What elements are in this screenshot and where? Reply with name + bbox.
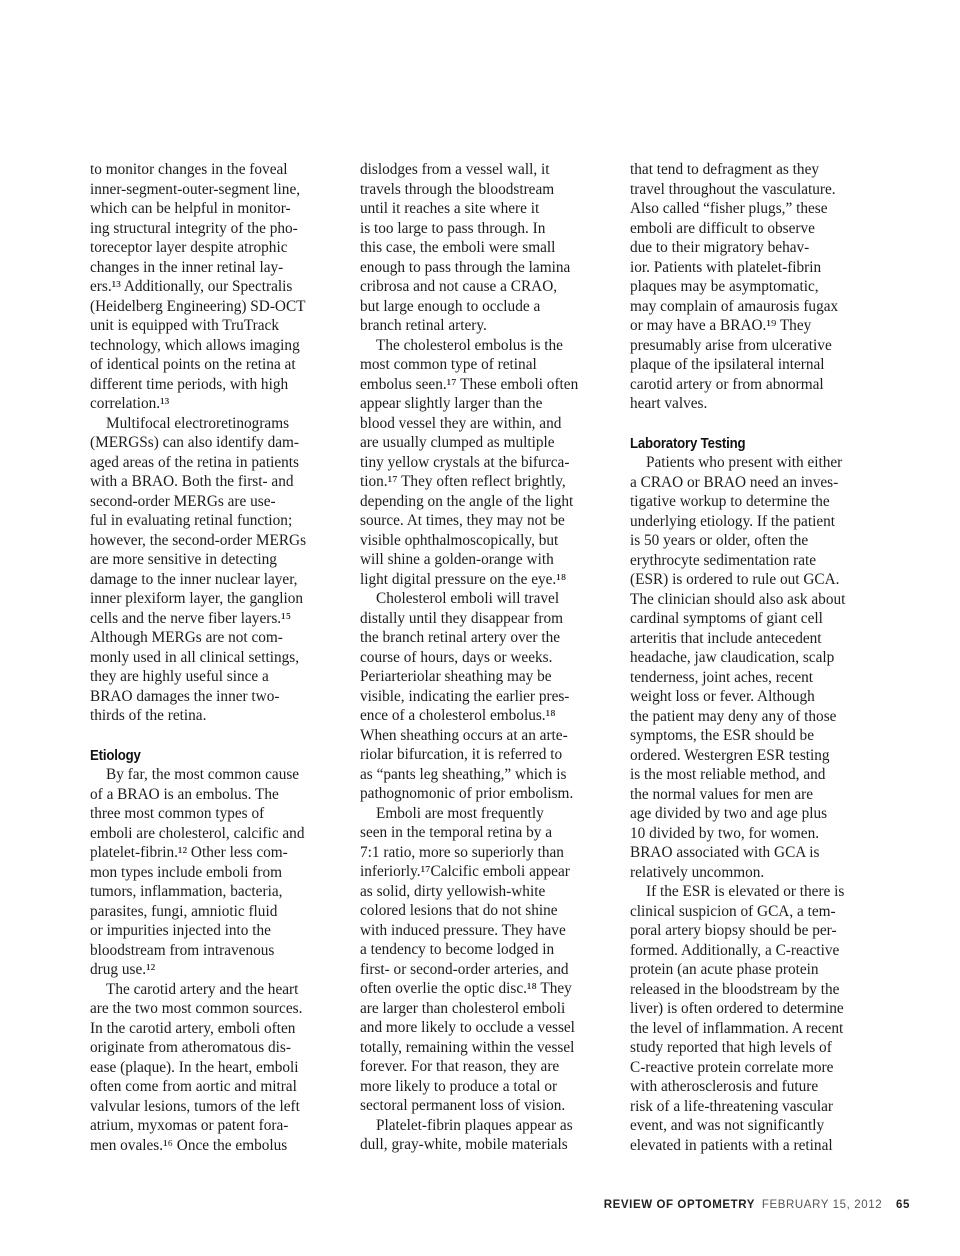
text-line: risk of a life-threatening vascular bbox=[630, 1097, 834, 1115]
text-line: Emboli are most frequently bbox=[376, 804, 544, 822]
text-line: light digital pressure on the eye.¹⁸ bbox=[360, 570, 567, 588]
text-line: with induced pressure. They have bbox=[360, 921, 566, 939]
text-line: weight loss or fever. Although bbox=[630, 688, 815, 705]
text-line: 10 divided by two, for women. bbox=[630, 824, 820, 842]
text-line: travel throughout the vasculature. bbox=[630, 180, 836, 198]
text-line: tiny yellow crystals at the bifurca- bbox=[360, 453, 570, 471]
text-line: Periarteriolar sheathing may be bbox=[360, 668, 552, 685]
text-line: blood vessel they are within, and bbox=[360, 414, 562, 432]
text-line: inner-segment-outer-segment line, bbox=[90, 180, 301, 198]
text-line: atrium, myxomas or patent fora- bbox=[90, 1117, 289, 1134]
text-line: parasites, fungi, amniotic fluid bbox=[90, 902, 278, 920]
paragraph bbox=[630, 453, 890, 882]
text-line: they are highly useful since a bbox=[90, 668, 269, 685]
text-line: underlying etiology. If the patient bbox=[630, 512, 836, 530]
text-line: depending on the angle of the light bbox=[360, 492, 574, 510]
text-line: BRAO associated with GCA is bbox=[630, 844, 820, 861]
text-line: three most common types of bbox=[90, 805, 265, 822]
text-line: first- or second-order arteries, and bbox=[360, 960, 569, 978]
text-line: emboli are cholesterol, calcific and bbox=[90, 824, 305, 842]
text-line: released in the bloodstream by the bbox=[630, 980, 840, 998]
text-line: (MERGSs) can also identify dam- bbox=[90, 434, 300, 451]
text-line: but large enough to occlude a bbox=[360, 297, 541, 315]
text-line: branch retinal artery. bbox=[360, 317, 487, 334]
text-line: carotid artery or from abnormal bbox=[630, 375, 824, 393]
text-line: are more sensitive in detecting bbox=[90, 551, 277, 568]
text-line: thirds of the retina. bbox=[90, 707, 207, 724]
text-line: mon types include emboli from bbox=[90, 863, 283, 881]
text-line: study reported that high levels of bbox=[630, 1039, 832, 1056]
text-line: Multifocal electroretinograms bbox=[106, 414, 290, 432]
text-line: is too large to pass through. In bbox=[360, 219, 546, 237]
text-line: source. At times, they may not be bbox=[360, 512, 565, 529]
text-line: course of hours, days or weeks. bbox=[360, 648, 553, 666]
text-line: which can be helpful in monitor- bbox=[90, 200, 291, 217]
text-line: different time periods, with high bbox=[90, 375, 289, 393]
text-line: more likely to produce a total or bbox=[360, 1077, 558, 1095]
text-line: the normal values for men are bbox=[630, 785, 814, 803]
text-line: and more likely to occlude a vessel bbox=[360, 1019, 575, 1036]
text-line: liver) is often ordered to determine bbox=[630, 1000, 844, 1017]
text-line: tenderness, joint aches, recent bbox=[630, 668, 814, 686]
text-line: totally, remaining within the vessel bbox=[360, 1038, 575, 1056]
section-spacer bbox=[90, 726, 340, 746]
text-line: (Heidelberg Engineering) SD-OCT bbox=[90, 297, 306, 315]
text-line: Although MERGs are not com- bbox=[90, 629, 283, 646]
text-line: riolar bifurcation, it is referred to bbox=[360, 746, 563, 763]
text-line: a tendency to become lodged in bbox=[360, 941, 555, 958]
text-line: heart valves. bbox=[630, 395, 708, 412]
text-line: clinical suspicion of GCA, a tem- bbox=[630, 902, 836, 920]
text-line: visible ophthalmoscopically, but bbox=[360, 531, 559, 549]
text-line: or may have a BRAO.¹⁹ They bbox=[630, 317, 812, 334]
publication-name: REVIEW OF OPTOMETRY bbox=[603, 1199, 756, 1211]
text-line: most common type of retinal bbox=[360, 356, 537, 373]
text-line: damage to the inner nuclear layer, bbox=[90, 570, 298, 588]
paragraph bbox=[630, 882, 890, 1155]
text-line: cells and the nerve fiber layers.¹⁵ bbox=[90, 609, 292, 627]
text-line: second-order MERGs are use- bbox=[90, 492, 276, 510]
section-heading: Laboratory Testing bbox=[630, 434, 746, 452]
paragraph bbox=[90, 765, 340, 980]
text-line: plaque of the ipsilateral internal bbox=[630, 356, 825, 373]
text-line: ease (plaque). In the heart, emboli bbox=[90, 1058, 299, 1076]
text-line: may complain of amaurosis fugax bbox=[630, 297, 839, 315]
text-line: emboli are difficult to observe bbox=[630, 219, 815, 237]
text-line: aged areas of the retina in patients bbox=[90, 453, 299, 471]
text-line: In the carotid artery, emboli often bbox=[90, 1019, 296, 1037]
text-line: ordered. Westergren ESR testing bbox=[630, 746, 830, 764]
text-line: is 50 years or older, often the bbox=[630, 532, 809, 549]
text-line: correlation.¹³ bbox=[90, 395, 170, 412]
section-spacer bbox=[630, 414, 890, 434]
text-line: this case, the emboli were small bbox=[360, 239, 556, 256]
text-line: (ESR) is ordered to rule out GCA. bbox=[630, 571, 840, 588]
text-line: the level of inflammation. A recent bbox=[630, 1019, 844, 1037]
text-line: valvular lesions, tumors of the left bbox=[90, 1097, 300, 1115]
text-line: The cholesterol embolus is the bbox=[376, 336, 563, 354]
text-line: as “pants leg sheathing,” which is bbox=[360, 765, 567, 783]
text-line: seen in the temporal retina by a bbox=[360, 824, 552, 841]
text-line: age divided by two and age plus bbox=[630, 805, 828, 822]
column-1 bbox=[90, 160, 340, 1155]
text-line: Patients who present with either bbox=[646, 454, 843, 471]
text-line: Platelet-fibrin plaques appear as bbox=[376, 1116, 573, 1134]
text-line: dislodges from a vessel wall, it bbox=[360, 161, 550, 178]
text-line: appear slightly larger than the bbox=[360, 395, 543, 412]
text-line: Also called “fisher plugs,” these bbox=[630, 200, 828, 217]
column-3 bbox=[630, 160, 890, 1155]
text-line: poral artery biopsy should be per- bbox=[630, 922, 837, 939]
text-line: to monitor changes in the foveal bbox=[90, 161, 288, 178]
text-line: often overlie the optic disc.¹⁸ They bbox=[360, 980, 572, 997]
paragraph bbox=[360, 804, 610, 1116]
page-number: 65 bbox=[896, 1199, 910, 1211]
text-line: unit is equipped with TruTrack bbox=[90, 317, 279, 334]
paragraph bbox=[90, 160, 340, 414]
text-line: ior. Patients with platelet-fibrin bbox=[630, 258, 822, 276]
text-line: inner plexiform layer, the ganglion bbox=[90, 590, 304, 607]
text-line: inferiorly.¹⁷Calcific emboli appear bbox=[360, 863, 570, 880]
paragraph bbox=[360, 160, 610, 336]
text-line: protein (an acute phase protein bbox=[630, 961, 819, 978]
text-line: tumors, inflammation, bacteria, bbox=[90, 883, 283, 900]
text-line: Cholesterol emboli will travel bbox=[376, 590, 560, 607]
text-line: until it reaches a site where it bbox=[360, 200, 540, 217]
text-line: due to their migratory behav- bbox=[630, 239, 810, 256]
text-line: BRAO damages the inner two- bbox=[90, 687, 280, 705]
paragraph bbox=[630, 160, 890, 414]
text-line: dull, gray-white, mobile materials bbox=[360, 1136, 568, 1153]
text-line: as solid, dirty yellowish-white bbox=[360, 882, 546, 900]
text-line: embolus seen.¹⁷ These emboli often bbox=[360, 375, 579, 393]
text-line: plaques may be asymptomatic, bbox=[630, 278, 819, 295]
text-line: platelet-fibrin.¹² Other less com- bbox=[90, 844, 288, 861]
text-line: The carotid artery and the heart bbox=[106, 980, 299, 998]
text-line: drug use.¹² bbox=[90, 961, 156, 978]
text-line: pathognomonic of prior embolism. bbox=[360, 785, 574, 802]
text-line: distally until they disappear from bbox=[360, 609, 564, 627]
text-line: formed. Additionally, a C-reactive bbox=[630, 941, 840, 959]
text-line: are the two most common sources. bbox=[90, 1000, 303, 1017]
text-line: sectoral permanent loss of vision. bbox=[360, 1097, 566, 1114]
text-line: cribrosa and not cause a CRAO, bbox=[360, 278, 558, 295]
text-line: is the most reliable method, and bbox=[630, 766, 826, 783]
text-line: ers.¹³ Additionally, our Spectralis bbox=[90, 278, 293, 295]
paragraph bbox=[360, 336, 610, 590]
paragraph bbox=[90, 980, 340, 1156]
text-line: with atherosclerosis and future bbox=[630, 1078, 819, 1095]
text-line: toreceptor layer despite atrophic bbox=[90, 239, 288, 256]
text-line: enough to pass through the lamina bbox=[360, 258, 571, 276]
text-line: the patient may deny any of those bbox=[630, 707, 837, 725]
text-line: C-reactive protein correlate more bbox=[630, 1058, 834, 1076]
text-line: changes in the inner retinal lay- bbox=[90, 258, 284, 276]
text-line: bloodstream from intravenous bbox=[90, 941, 275, 959]
text-line: men ovales.¹⁶ Once the embolus bbox=[90, 1136, 288, 1154]
text-line: travels through the bloodstream bbox=[360, 180, 555, 198]
text-line: erythrocyte sedimentation rate bbox=[630, 551, 817, 569]
text-line: monly used in all clinical settings, bbox=[90, 648, 300, 666]
text-line: that tend to defragment as they bbox=[630, 161, 820, 178]
text-line: relatively uncommon. bbox=[630, 863, 765, 881]
text-line: the branch retinal artery over the bbox=[360, 629, 561, 646]
text-line: event, and was not significantly bbox=[630, 1117, 825, 1134]
text-line: tigative workup to determine the bbox=[630, 493, 830, 510]
text-line: ful in evaluating retinal function; bbox=[90, 512, 293, 529]
section-heading: Etiology bbox=[90, 746, 141, 764]
column-2 bbox=[360, 160, 610, 1155]
paragraph bbox=[90, 414, 340, 726]
text-line: are usually clumped as multiple bbox=[360, 434, 555, 451]
text-line: symptoms, the ESR should be bbox=[630, 727, 814, 744]
text-line: often come from aortic and mitral bbox=[90, 1078, 297, 1095]
paragraph bbox=[360, 1116, 610, 1155]
text-line: ence of a cholesterol embolus.¹⁸ bbox=[360, 707, 556, 724]
text-line: headache, jaw claudication, scalp bbox=[630, 649, 835, 666]
text-line: originate from atheromatous dis- bbox=[90, 1039, 291, 1056]
text-line: are larger than cholesterol emboli bbox=[360, 999, 566, 1017]
text-line: cardinal symptoms of giant cell bbox=[630, 610, 823, 627]
text-line: By far, the most common cause bbox=[106, 766, 300, 783]
text-line: forever. For that reason, they are bbox=[360, 1058, 560, 1075]
text-line: will shine a golden-orange with bbox=[360, 551, 554, 568]
text-line: arteritis that include antecedent bbox=[630, 629, 822, 647]
text-line: of a BRAO is an embolus. The bbox=[90, 785, 279, 803]
text-line: 7:1 ratio, more so superiorly than bbox=[360, 843, 564, 861]
text-line: of identical points on the retina at bbox=[90, 356, 296, 373]
text-line: tion.¹⁷ They often reflect brightly, bbox=[360, 473, 566, 490]
text-line: a CRAO or BRAO need an inves- bbox=[630, 473, 839, 491]
text-line: with a BRAO. Both the first- and bbox=[90, 473, 294, 490]
page-footer bbox=[604, 1199, 910, 1211]
text-line: colored lesions that do not shine bbox=[360, 902, 558, 919]
text-line: however, the second-order MERGs bbox=[90, 531, 307, 549]
text-line: ing structural integrity of the pho- bbox=[90, 219, 298, 237]
text-line: visible, indicating the earlier pres- bbox=[360, 687, 570, 705]
text-line: technology, which allows imaging bbox=[90, 336, 300, 354]
text-line: or impurities injected into the bbox=[90, 922, 271, 939]
paragraph bbox=[360, 589, 610, 804]
text-line: presumably arise from ulcerative bbox=[630, 336, 832, 354]
text-line: If the ESR is elevated or there is bbox=[646, 883, 845, 900]
text-line: The clinician should also ask about bbox=[630, 590, 846, 608]
text-line: When sheathing occurs at an arte- bbox=[360, 726, 568, 744]
issue-date: FEBRUARY 15, 2012 bbox=[761, 1199, 883, 1211]
text-line: elevated in patients with a retinal bbox=[630, 1136, 833, 1154]
